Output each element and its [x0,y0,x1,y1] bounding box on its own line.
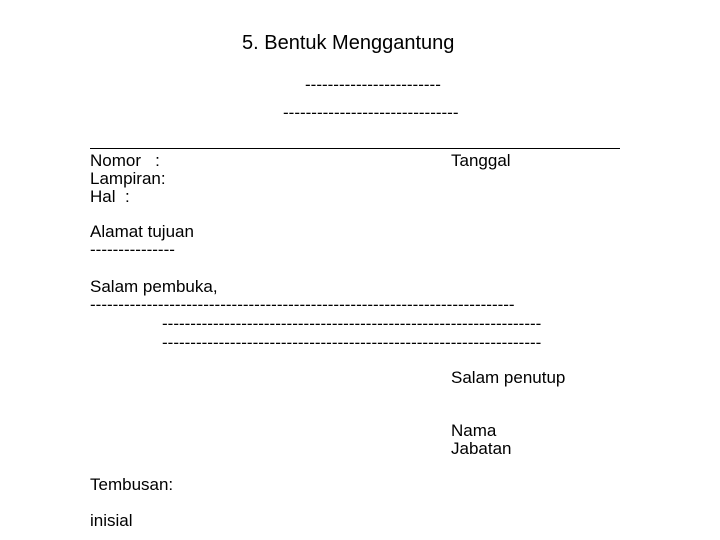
salam-pembuka: Salam pembuka, [90,277,218,296]
body-line-3: ------------------------------------------------------------------- [162,333,542,352]
inisial-label: inisial [90,511,133,530]
salam-penutup: Salam penutup [451,368,566,387]
header-dash-line-1: ------------------------ [305,75,441,94]
tanggal-label: Tanggal [451,151,511,170]
alamat-tujuan-label: Alamat tujuan [90,222,194,241]
lampiran-label: Lampiran: [90,169,166,188]
signature-nama: Nama [451,421,497,440]
body-line-1: --------------------------------------------------------------------------- [90,295,515,314]
signature-jabatan: Jabatan [451,439,512,458]
header-dash-line-2: ------------------------------- [283,103,459,122]
hal-label: Hal : [90,187,130,206]
alamat-tujuan-line: --------------- [90,240,175,259]
tembusan-label: Tembusan: [90,475,174,494]
page-title: 5. Bentuk Menggantung [242,32,455,54]
header-divider [90,148,620,149]
nomor-label: Nomor : [90,151,160,170]
body-line-2: ------------------------------------------------------------------- [162,314,542,333]
